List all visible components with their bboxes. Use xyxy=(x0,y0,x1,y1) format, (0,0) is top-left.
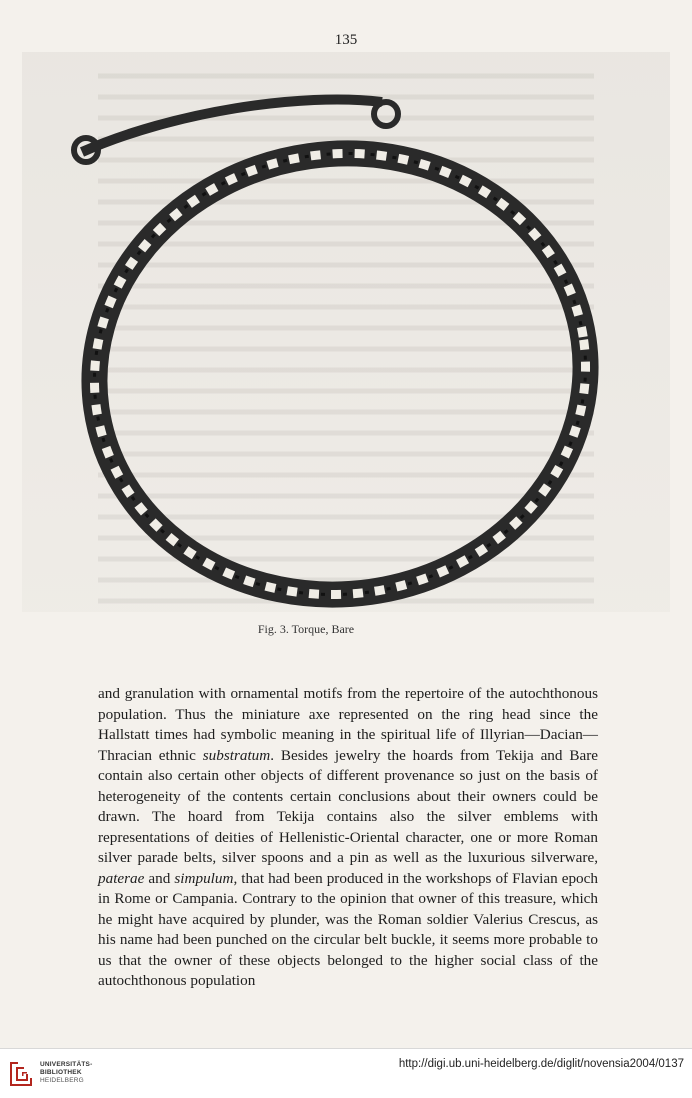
footer-bar xyxy=(0,1048,692,1098)
torque-photo xyxy=(22,52,670,612)
body-paragraph xyxy=(98,684,598,992)
logo-line: BIBLIOTHEK xyxy=(40,1069,82,1076)
source-url-link[interactable]: http://digi.ub.uni-heidelberg.de/diglit/novensia2004/0137 xyxy=(398,1058,684,1070)
body-text-run: and xyxy=(144,869,175,887)
library-logo-icon xyxy=(7,1058,35,1090)
body-italic-term: simpulum xyxy=(174,869,234,887)
page-number: 135 xyxy=(334,32,358,48)
body-text-run: and granulation with ornamental motifs from the repertoire of the autochthonous population. Thus the miniature axe represented on the ring head since the Hallstatt times had symbolic meaning in the spiritual life of Illyrian—Dacian—Thracian ethnic xyxy=(98,685,598,764)
library-logo-text xyxy=(40,1061,92,1085)
figure-caption: Fig. 3. Torque, Bare xyxy=(257,622,355,636)
logo-line: HEIDELBERG xyxy=(40,1077,84,1084)
body-italic-term: paterae xyxy=(98,869,145,887)
logo-line: UNIVERSITÄTS- xyxy=(40,1061,93,1068)
body-italic-term: substratum xyxy=(202,746,271,764)
body-text-run: . Besides jewelry the hoards from Tekija and Bare contain also certain other objects of different provenance so just on the basis of heterogeneity of the contents certain conclusions about their owners could be drawn. The hoard from Tekija contains also the silver emblems with representations of deities of Hellenistic-Oriental character, one or more Roman silver parade belts, silver spoons and a pin as well as the luxurious silverware, xyxy=(98,746,598,866)
body-text-run: , that had been produced in the workshops of Flavian epoch in Rome or Campania. Contrary to the opinion that owner of this treasure, which he might have acquired by plunder, was the Roman soldier Valerius Crescus, as his name had been punched on the circular belt buckle, it seems more probable to us that the owner of these objects belonged to the higher social class of the autochthonous population xyxy=(98,869,598,989)
figure-torque xyxy=(22,52,670,612)
